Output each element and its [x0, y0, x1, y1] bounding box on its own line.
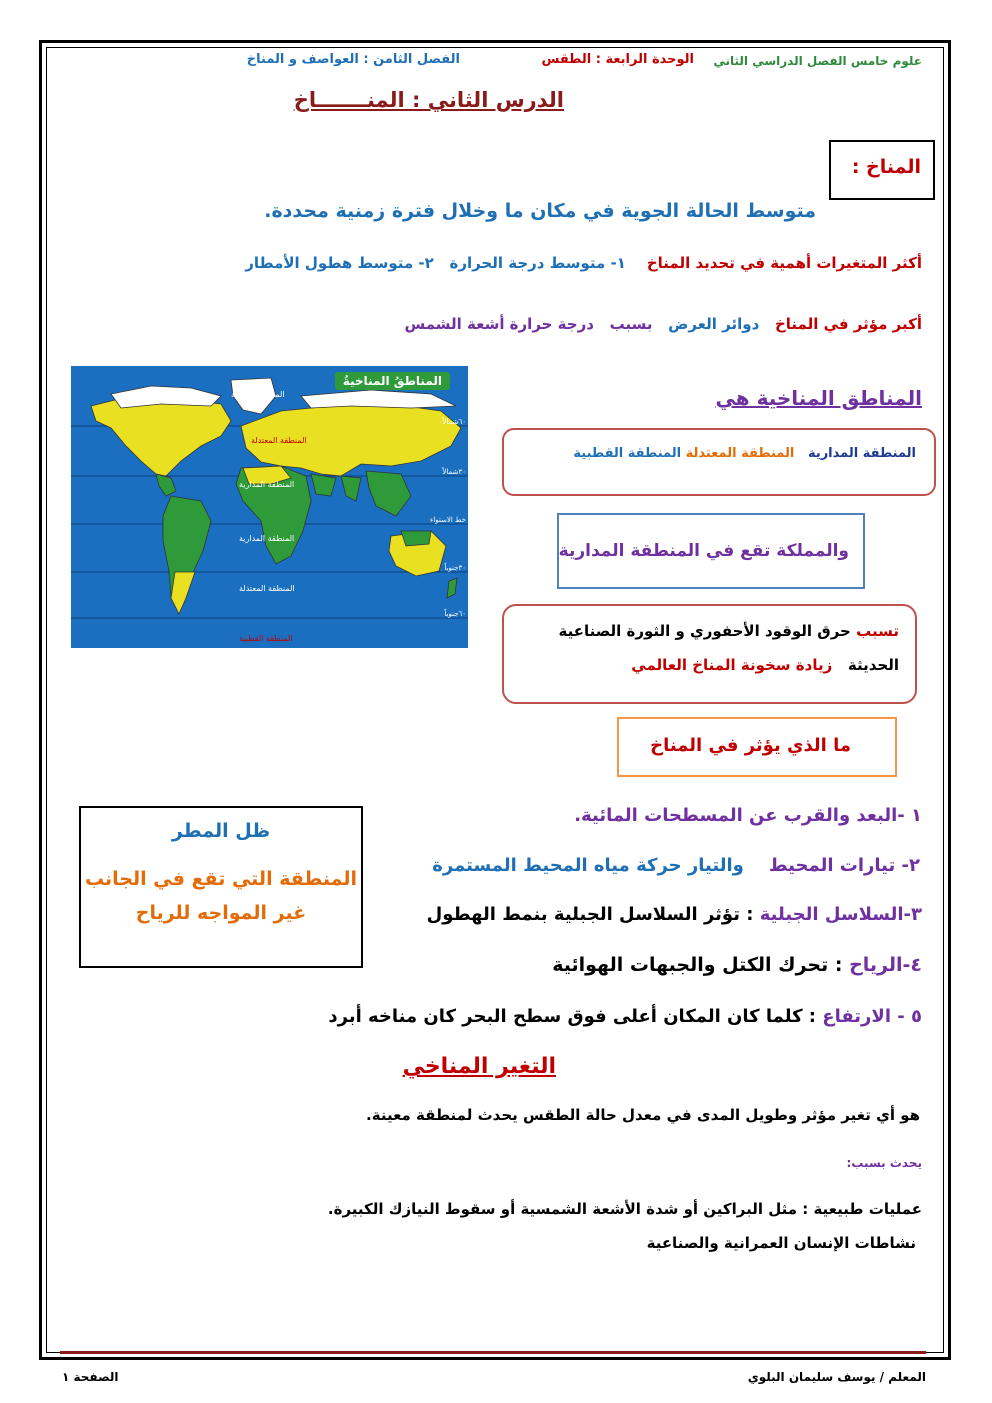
world-map-svg	[71, 366, 468, 664]
map-label-polar-north: المنطقة القطبية	[231, 390, 285, 399]
variables-lead: أكثر المتغيرات	[816, 254, 922, 272]
climate-label: المناخ :	[851, 156, 921, 178]
climate-change-causes-label: يحدث بسبب:	[846, 1156, 922, 1170]
climate-label-box	[829, 140, 935, 200]
map-lat-60n: ٦٠شمالاً	[442, 418, 466, 426]
warming-cause-word: تسبب	[856, 622, 899, 640]
kingdom-text: والمملكة تقع في المنطقة المدارية	[558, 541, 849, 561]
map-label-tropical-south: المنطقة المدارية	[239, 534, 295, 543]
factor-5	[328, 1006, 922, 1027]
warming-cause: حرق الوقود الأحفوري و الثورة الصناعية	[558, 622, 851, 640]
zones-heading: المناطق المناخية هي	[715, 386, 922, 410]
map-label-polar-south: المنطقة القطبية	[239, 634, 293, 643]
header-subject: علوم خامس الفصل الدراسي الثاني	[713, 54, 922, 68]
rain-shadow-box	[79, 806, 363, 968]
zone-temperate: المنطقة المعتدلة	[685, 446, 795, 461]
footer-rule	[60, 1351, 926, 1354]
map-lat-equator: خط الاستواء	[430, 516, 466, 524]
biggest-factor-latitudes: دوائر العرض	[668, 315, 760, 333]
climate-change-human: نشاطات الإنسان العمرانية والصناعية	[646, 1234, 916, 1252]
variables-item-1: ١- متوسط درجة الحرارة	[449, 254, 626, 272]
factor-3-title: ٣-السلاسل الجبلية	[759, 904, 922, 925]
factor-1: ١ -البعد والقرب عن المسطحات المائية.	[574, 805, 922, 826]
variables-line	[245, 254, 922, 272]
factor-5-title: ٥ - الارتفاع	[822, 1006, 922, 1027]
warming-modern: الحديثة	[847, 656, 899, 674]
biggest-factor-line	[404, 315, 922, 333]
warming-line-1	[558, 622, 899, 640]
map-label-temperate-north: المنطقة المعتدلة	[251, 436, 307, 445]
climate-definition: متوسط الحالة الجوية في مكان ما وخلال فترة زمنية محددة.	[264, 200, 816, 222]
kingdom-box	[557, 513, 865, 589]
warming-effect: زيادة سخونة المناخ العالمي	[631, 656, 833, 674]
zone-polar: المنطقة القطبية	[573, 446, 682, 461]
variables-item-2: ٢- متوسط هطول الأمطار	[245, 254, 434, 272]
biggest-factor-reason: درجة حرارة أشعة الشمس	[404, 315, 594, 333]
rain-shadow-title: ظل المطر	[171, 820, 271, 842]
biggest-factor-because: بسبب	[609, 315, 653, 333]
factor-4-desc: : تحرك الكتل والجبهات الهوائية	[552, 954, 850, 976]
climate-change-definition: هو أي تغير مؤثر وطويل المدى في معدل حالة الطقس يحدث لمنطقة معينة.	[366, 1106, 920, 1124]
factor-2-desc: والتيار حركة مياه المحيط المستمرة	[432, 855, 744, 876]
affects-title-box	[617, 717, 897, 777]
climate-change-title: التغير المناخي	[402, 1054, 556, 1079]
factor-2	[432, 855, 920, 876]
rain-shadow-line-2: غير المواجه للرياح	[135, 902, 307, 924]
factor-2-title: ٢- تيارات المحيط	[768, 855, 920, 876]
factor-3-desc: : تؤثر السلاسل الجبلية بنمط الهطول	[426, 904, 760, 925]
footer-teacher: المعلم / يوسف سليمان البلوي	[747, 1370, 926, 1384]
lesson-title: الدرس الثاني : المنـــــــاخ	[293, 88, 564, 112]
zones-list	[573, 446, 916, 461]
rain-shadow-line-1: المنطقة التي تقع في الجانب	[84, 868, 358, 890]
map-lat-30n: ٣٠شمالاً	[442, 468, 466, 476]
map-label-tropical-north: المنطقة المدارية	[239, 480, 295, 489]
header-chapter: الفصل الثامن : العواصف و المناخ	[246, 52, 460, 67]
affects-title: ما الذي يؤثر في المناخ	[650, 735, 851, 756]
map-lat-60s: ٦٠جنوباً	[444, 610, 466, 618]
factor-3	[427, 904, 922, 925]
climate-change-natural: عمليات طبيعية : مثل البراكين أو شدة الأشعة الشمسية أو سقوط النيازك الكبيرة.	[327, 1200, 922, 1218]
factor-4	[552, 954, 922, 976]
warming-line-2	[631, 656, 899, 674]
zones-box	[502, 428, 936, 496]
map-lat-30s: ٣٠جنوباً	[444, 564, 466, 572]
variables-mid: أهمية في تحديد المناخ	[646, 254, 812, 272]
zone-tropical: المنطقة المدارية	[807, 446, 916, 461]
global-warming-box	[502, 604, 917, 704]
map-title: المناطقُ المناخيةُ	[335, 372, 450, 390]
footer-page-number: الصفحة ١	[62, 1370, 119, 1384]
climate-zones-map	[71, 366, 468, 664]
factor-5-desc: : كلما كان المكان أعلى فوق سطح البحر كان مناخه أبرد	[328, 1006, 823, 1027]
factor-4-title: ٤-الرياح	[849, 954, 922, 976]
map-label-temperate-south: المنطقة المعتدلة	[239, 584, 295, 593]
header-unit: الوحدة الرابعة : الطقس	[541, 52, 694, 67]
biggest-factor-lead: أكبر مؤثر في المناخ	[774, 315, 922, 333]
